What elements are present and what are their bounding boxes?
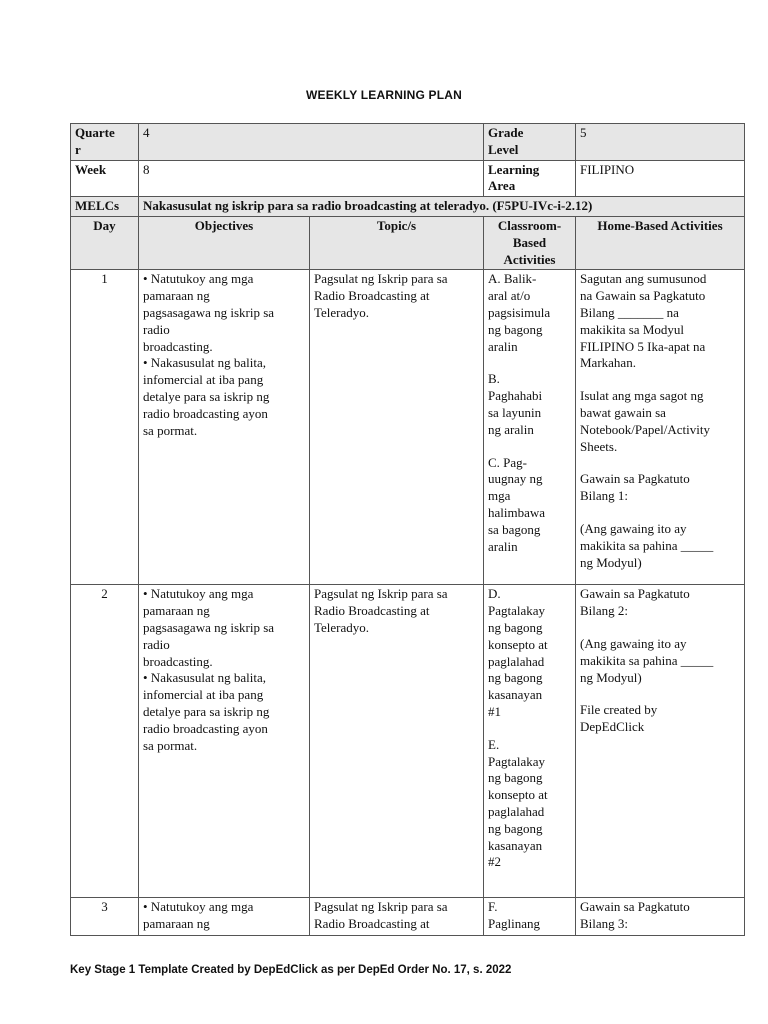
week-value: 8 (139, 160, 484, 197)
home-activity: (Ang gawaing ito ay makikita sa pahina _____ ng Modyul) (580, 520, 714, 570)
classroom-activity: F. Paglinang (488, 899, 540, 932)
classroom-activities-cell (484, 270, 576, 585)
table-row (71, 270, 745, 585)
learning-area-value: FILIPINO (576, 160, 745, 197)
home-activity: Gawain sa Pagkatuto Bilang 1: (580, 471, 690, 504)
day-number: 3 (71, 898, 139, 936)
classroom-activities-cell (484, 898, 576, 936)
week-label: Week (71, 160, 139, 197)
quarter-label: Quarte r (71, 124, 139, 161)
home-activities-cell (576, 585, 745, 898)
home-activity: (Ang gawaing ito ay makikita sa pahina _____ ng Modyul) (580, 635, 714, 685)
home-activity: Gawain sa Pagkatuto Bilang 2: (580, 586, 690, 619)
document-title: WEEKLY LEARNING PLAN (305, 88, 462, 102)
header-home-activities: Home-Based Activities (576, 216, 745, 269)
objectives-cell: • Natutukoy ang mga pamaraan ng pagsasagawa ng iskrip sa radio broadcasting. • Nakasusulat ng balita, infomercial at iba pang detalye para sa iskrip ng radio broadcasting ayon sa pormat. (139, 270, 310, 585)
weekly-learning-plan-table (70, 123, 745, 936)
quarter-row (71, 124, 745, 161)
classroom-activity: A. Balik- aral at/o pagsisimula ng bagong aralin (488, 271, 551, 354)
footer-note: Key Stage 1 Template Created by DepEdClick as per DepEd Order No. 17, s. 2022 (70, 964, 512, 976)
topic-cell: Pagsulat ng Iskrip para sa Radio Broadcasting at Teleradyo. (310, 270, 484, 585)
table-row (71, 585, 745, 898)
week-row (71, 160, 745, 197)
home-activity: Gawain sa Pagkatuto Bilang 3: (580, 899, 690, 932)
day-number: 1 (71, 270, 139, 585)
melcs-label: MELCs (71, 197, 139, 217)
header-day: Day (71, 216, 139, 269)
classroom-activity: E. Pagtalakay ng bagong konsepto at paglalahad ng bagong kasanayan #2 (488, 736, 548, 870)
header-topics: Topic/s (310, 216, 484, 269)
classroom-activity: C. Pag- uugnay ng mga halimbawa sa bagong aralin (488, 454, 546, 554)
column-header-row (71, 216, 745, 269)
topic-cell: Pagsulat ng Iskrip para sa Radio Broadcasting at (310, 898, 484, 936)
learning-area-label: Learning Area (484, 160, 576, 197)
day-number: 2 (71, 585, 139, 898)
classroom-activity: D. Pagtalakay ng bagong konsepto at paglalahad ng bagong kasanayan #1 (488, 586, 548, 719)
table-row (71, 898, 745, 936)
home-activities-cell (576, 898, 745, 936)
home-activity: Sagutan ang sumusunod na Gawain sa Pagkatuto Bilang _______ na makikita sa Modyul FILIPINO 5 Ika-apat na Markahan. (580, 271, 707, 371)
objectives-cell: • Natutukoy ang mga pamaraan ng pagsasagawa ng iskrip sa radio broadcasting. • Nakasusulat ng balita, infomercial at iba pang detalye para sa iskrip ng radio broadcasting ayon sa pormat. (139, 585, 310, 898)
header-classroom-activities: Classroom- Based Activities (484, 216, 576, 269)
home-activity: Isulat ang mga sagot ng bawat gawain sa Notebook/Papel/Activity Sheets. (580, 388, 710, 454)
objectives-cell: • Natutukoy ang mga pamaraan ng (139, 898, 310, 936)
grade-level-value: 5 (576, 124, 745, 161)
classroom-activity: B. Paghahabi sa layunin ng aralin (488, 371, 543, 437)
header-objectives: Objectives (139, 216, 310, 269)
quarter-value: 4 (139, 124, 484, 161)
classroom-activities-cell (484, 585, 576, 898)
grade-level-label: Grade Level (484, 124, 576, 161)
home-activity: File created by DepEdClick (580, 702, 658, 735)
melcs-row (71, 197, 745, 217)
melcs-value: Nakasusulat ng iskrip para sa radio broadcasting at teleradyo. (F5PU-IVc-i-2.12) (139, 197, 745, 217)
home-activities-cell (576, 270, 745, 585)
topic-cell: Pagsulat ng Iskrip para sa Radio Broadcasting at Teleradyo. (310, 585, 484, 898)
